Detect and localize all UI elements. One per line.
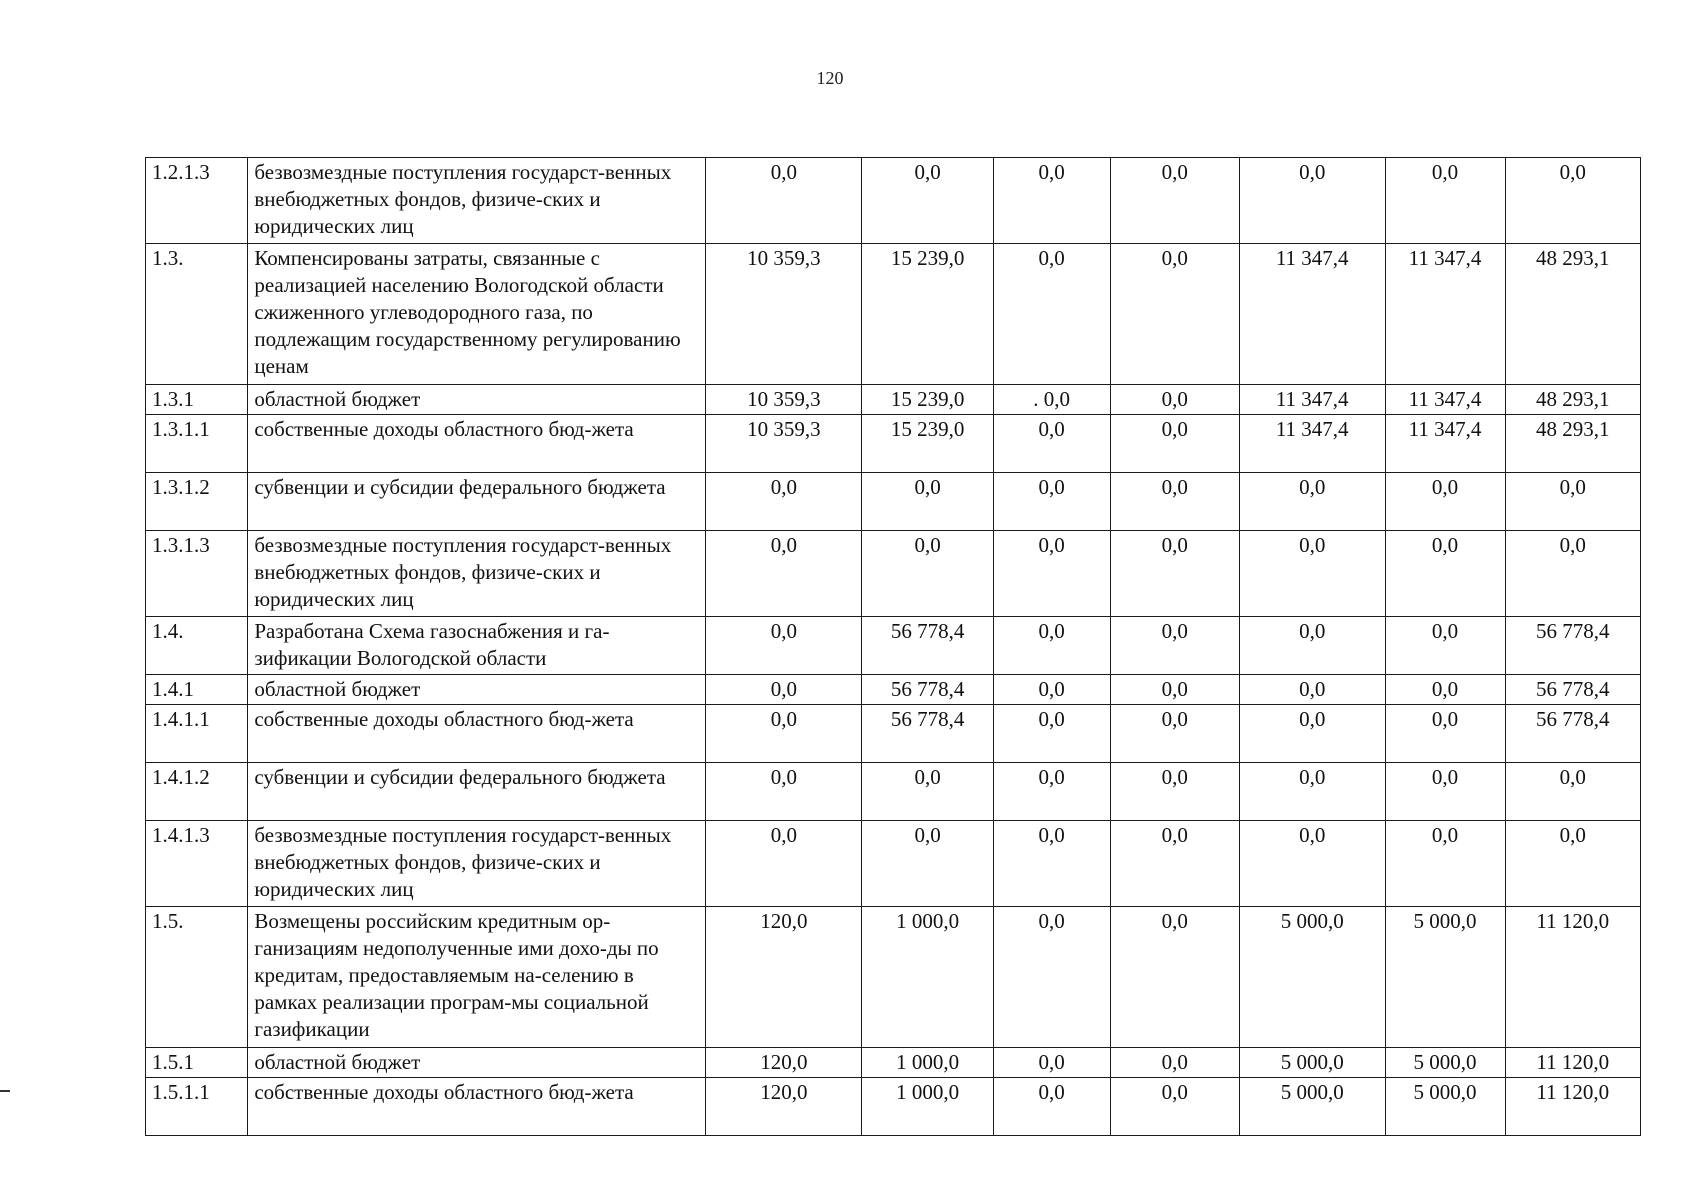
- value-cell: 1 000,0: [862, 1078, 993, 1136]
- value-cell: 0,0: [862, 763, 993, 821]
- table-row: [146, 1078, 1641, 1136]
- value-cell: 0,0: [993, 1048, 1110, 1078]
- value-cell: 0,0: [1110, 821, 1239, 907]
- row-code: 1.4.1.2: [146, 763, 248, 821]
- row-description: Компенсированы затраты, связанные с реализацией населению Вологодской области сжиженного углеводородного газа, по подлежащим государственному регулированию ценам: [248, 244, 706, 385]
- value-cell: 0,0: [1385, 821, 1505, 907]
- value-cell: 0,0: [1505, 821, 1641, 907]
- value-cell: 120,0: [706, 1078, 862, 1136]
- value-cell: 0,0: [1239, 158, 1385, 244]
- value-cell: 0,0: [1239, 617, 1385, 675]
- value-cell: 0,0: [993, 617, 1110, 675]
- value-cell: 0,0: [706, 531, 862, 617]
- value-cell: 0,0: [993, 473, 1110, 531]
- value-cell: 0,0: [1505, 531, 1641, 617]
- value-cell: 0,0: [1110, 473, 1239, 531]
- value-cell: 5 000,0: [1239, 1048, 1385, 1078]
- value-cell: 0,0: [706, 763, 862, 821]
- value-cell: 56 778,4: [862, 675, 993, 705]
- value-cell: 11 347,4: [1239, 385, 1385, 415]
- row-code: 1.3.1.1: [146, 415, 248, 473]
- row-code: 1.4.: [146, 617, 248, 675]
- row-code: 1.3.1.2: [146, 473, 248, 531]
- value-cell: 0,0: [1385, 473, 1505, 531]
- value-cell: 0,0: [1385, 617, 1505, 675]
- value-cell: 5 000,0: [1239, 907, 1385, 1048]
- value-cell: 0,0: [993, 415, 1110, 473]
- value-cell: 56 778,4: [862, 705, 993, 763]
- table-row: [146, 617, 1641, 675]
- value-cell: 0,0: [1110, 1048, 1239, 1078]
- value-cell: 0,0: [1110, 415, 1239, 473]
- value-cell: 0,0: [993, 531, 1110, 617]
- value-cell: 0,0: [1385, 158, 1505, 244]
- value-cell: . 0,0: [993, 385, 1110, 415]
- value-cell: 0,0: [706, 158, 862, 244]
- value-cell: 0,0: [706, 821, 862, 907]
- row-code: 1.5.1: [146, 1048, 248, 1078]
- row-description: областной бюджет: [248, 675, 706, 705]
- table-row: [146, 1048, 1641, 1078]
- value-cell: 15 239,0: [862, 244, 993, 385]
- value-cell: 11 347,4: [1385, 415, 1505, 473]
- table-row: [146, 705, 1641, 763]
- value-cell: 0,0: [862, 821, 993, 907]
- value-cell: 48 293,1: [1505, 244, 1641, 385]
- value-cell: 11 120,0: [1505, 907, 1641, 1048]
- value-cell: 11 347,4: [1385, 244, 1505, 385]
- value-cell: 0,0: [1110, 158, 1239, 244]
- value-cell: 0,0: [1505, 473, 1641, 531]
- row-description: областной бюджет: [248, 385, 706, 415]
- row-description: областной бюджет: [248, 1048, 706, 1078]
- row-code: 1.5.1.1: [146, 1078, 248, 1136]
- value-cell: 56 778,4: [1505, 617, 1641, 675]
- table-row: [146, 415, 1641, 473]
- row-code: 1.2.1.3: [146, 158, 248, 244]
- row-description: субвенции и субсидии федерального бюджета: [248, 473, 706, 531]
- row-code: 1.4.1.3: [146, 821, 248, 907]
- value-cell: 0,0: [1239, 763, 1385, 821]
- value-cell: 10 359,3: [706, 415, 862, 473]
- table-row: [146, 244, 1641, 385]
- value-cell: 56 778,4: [862, 617, 993, 675]
- value-cell: 0,0: [1110, 531, 1239, 617]
- value-cell: 0,0: [1110, 385, 1239, 415]
- row-code: 1.3.: [146, 244, 248, 385]
- value-cell: 11 120,0: [1505, 1078, 1641, 1136]
- value-cell: 1 000,0: [862, 907, 993, 1048]
- value-cell: 0,0: [993, 763, 1110, 821]
- value-cell: 0,0: [993, 907, 1110, 1048]
- value-cell: 0,0: [993, 244, 1110, 385]
- value-cell: 15 239,0: [862, 385, 993, 415]
- value-cell: 0,0: [1239, 531, 1385, 617]
- value-cell: 0,0: [993, 821, 1110, 907]
- value-cell: 5 000,0: [1385, 1078, 1505, 1136]
- value-cell: 0,0: [1110, 705, 1239, 763]
- value-cell: 0,0: [1110, 763, 1239, 821]
- value-cell: 5 000,0: [1385, 1048, 1505, 1078]
- value-cell: 0,0: [706, 675, 862, 705]
- value-cell: 0,0: [993, 675, 1110, 705]
- value-cell: 0,0: [706, 617, 862, 675]
- value-cell: 0,0: [1110, 675, 1239, 705]
- row-description: собственные доходы областного бюд-жета: [248, 1078, 706, 1136]
- value-cell: 0,0: [862, 531, 993, 617]
- row-code: 1.3.1: [146, 385, 248, 415]
- value-cell: 11 347,4: [1239, 415, 1385, 473]
- value-cell: 0,0: [1505, 763, 1641, 821]
- value-cell: 11 347,4: [1239, 244, 1385, 385]
- value-cell: 0,0: [1385, 763, 1505, 821]
- table-row: [146, 907, 1641, 1048]
- value-cell: 10 359,3: [706, 385, 862, 415]
- row-description: собственные доходы областного бюд-жета: [248, 415, 706, 473]
- value-cell: 0,0: [1110, 1078, 1239, 1136]
- value-cell: 0,0: [993, 705, 1110, 763]
- value-cell: 15 239,0: [862, 415, 993, 473]
- row-code: 1.3.1.3: [146, 531, 248, 617]
- value-cell: 0,0: [1239, 675, 1385, 705]
- value-cell: 0,0: [1110, 907, 1239, 1048]
- value-cell: 0,0: [1385, 675, 1505, 705]
- value-cell: 5 000,0: [1239, 1078, 1385, 1136]
- value-cell: 120,0: [706, 1048, 862, 1078]
- row-description: Возмещены российским кредитным ор-ганизациям недополученные ими дохо-ды по кредитам, предоставляемым на-селению в рамках реализации програм-мы социальной газификации: [248, 907, 706, 1048]
- table-row: [146, 473, 1641, 531]
- value-cell: 11 120,0: [1505, 1048, 1641, 1078]
- value-cell: 0,0: [1239, 473, 1385, 531]
- value-cell: 11 347,4: [1385, 385, 1505, 415]
- table-row: [146, 821, 1641, 907]
- value-cell: 56 778,4: [1505, 705, 1641, 763]
- value-cell: 0,0: [1385, 705, 1505, 763]
- row-code: 1.4.1.1: [146, 705, 248, 763]
- value-cell: 0,0: [1385, 531, 1505, 617]
- value-cell: 0,0: [993, 1078, 1110, 1136]
- row-code: 1.5.: [146, 907, 248, 1048]
- budget-table: [145, 157, 1641, 1136]
- value-cell: 1 000,0: [862, 1048, 993, 1078]
- row-description: субвенции и субсидии федерального бюджета: [248, 763, 706, 821]
- value-cell: 120,0: [706, 907, 862, 1048]
- value-cell: 0,0: [1505, 158, 1641, 244]
- value-cell: 48 293,1: [1505, 415, 1641, 473]
- value-cell: 0,0: [1110, 244, 1239, 385]
- value-cell: 0,0: [1239, 705, 1385, 763]
- value-cell: 5 000,0: [1385, 907, 1505, 1048]
- value-cell: 0,0: [706, 473, 862, 531]
- value-cell: 0,0: [993, 158, 1110, 244]
- table-row: [146, 385, 1641, 415]
- row-description: безвозмездные поступления государст-венных внебюджетных фондов, физиче-ских и юридических лиц: [248, 158, 706, 244]
- table-row: [146, 531, 1641, 617]
- row-code: 1.4.1: [146, 675, 248, 705]
- page-number: 120: [816, 68, 844, 88]
- value-cell: 48 293,1: [1505, 385, 1641, 415]
- value-cell: 0,0: [1239, 821, 1385, 907]
- table-body: [146, 158, 1641, 1136]
- value-cell: 10 359,3: [706, 244, 862, 385]
- row-description: собственные доходы областного бюд-жета: [248, 705, 706, 763]
- value-cell: 0,0: [862, 473, 993, 531]
- value-cell: 0,0: [862, 158, 993, 244]
- value-cell: 56 778,4: [1505, 675, 1641, 705]
- row-description: Разработана Схема газоснабжения и га-зификации Вологодской области: [248, 617, 706, 675]
- table-row: [146, 675, 1641, 705]
- row-description: безвозмездные поступления государст-венных внебюджетных фондов, физиче-ских и юридических лиц: [248, 531, 706, 617]
- value-cell: 0,0: [1110, 617, 1239, 675]
- value-cell: 0,0: [706, 705, 862, 763]
- scan-edge-mark: [0, 1090, 10, 1092]
- table-row: [146, 763, 1641, 821]
- row-description: безвозмездные поступления государст-венных внебюджетных фондов, физиче-ских и юридических лиц: [248, 821, 706, 907]
- table-row: [146, 158, 1641, 244]
